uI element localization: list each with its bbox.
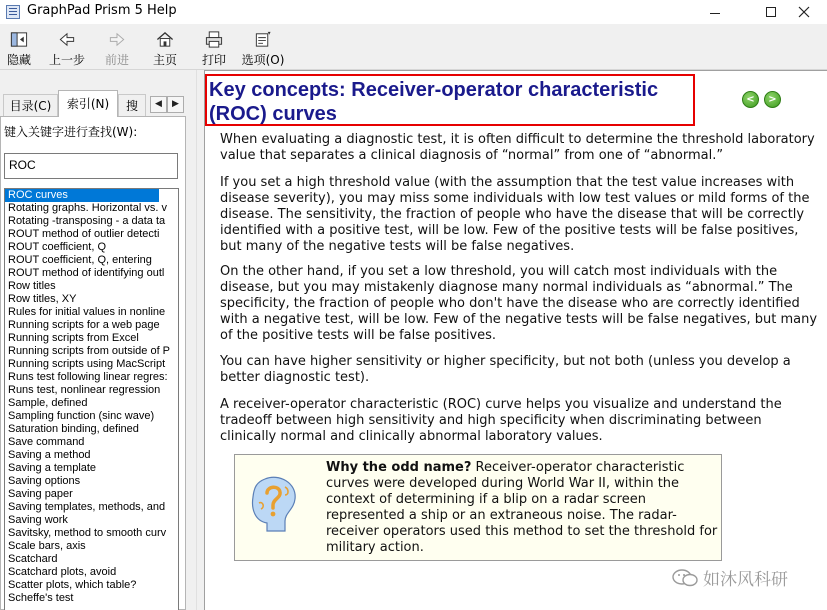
index-list-item[interactable]: Running scripts for a web page <box>8 319 160 331</box>
topic-content-pane <box>204 70 827 610</box>
index-list-item[interactable]: Running scripts using MacScript <box>8 358 166 370</box>
index-list-item[interactable]: ROUT coefficient, Q, entering <box>8 254 152 266</box>
index-list-item[interactable]: Savitsky, method to smooth curv <box>8 527 167 539</box>
index-list-item[interactable]: Saving a template <box>8 462 97 474</box>
paragraph: A receiver-operator characteristic (ROC) curve helps you visualize and understand the tradeoff between high sensitivity and high specificity when discriminating between clinically normal and clinically abnormal laboratory values. <box>220 397 782 444</box>
options-label: 选项(O) <box>241 53 285 67</box>
back-arrow-icon <box>57 30 77 49</box>
index-list-item[interactable]: Scatchard plots, avoid <box>8 566 117 578</box>
paragraph: You can have higher sensitivity or higher specificity, but not both (unless you develop a better diagnostic test). <box>220 354 791 385</box>
back-label: 上一步 <box>48 53 85 67</box>
index-list-item[interactable]: Row titles <box>8 280 56 292</box>
hide-label: 隐藏 <box>6 53 31 67</box>
home-label: 主页 <box>152 53 177 67</box>
index-list-item[interactable]: Runs test following linear regres: <box>8 371 168 383</box>
index-list-item[interactable]: Scale bars, axis <box>8 540 86 552</box>
window-title: GraphPad Prism 5 Help <box>27 3 177 18</box>
index-list-item[interactable]: Save command <box>8 436 85 448</box>
index-list-item[interactable]: Saving templates, methods, and <box>8 501 166 513</box>
hide-button[interactable] <box>4 30 34 68</box>
help-app-icon <box>6 5 20 19</box>
index-list-item[interactable]: Saving options <box>8 475 81 487</box>
note-text <box>326 460 718 556</box>
index-list-item[interactable]: Saturation binding, defined <box>8 423 139 435</box>
paragraph: On the other hand, if you set a low threshold, you will catch most individuals with the disease, but you may mistakenly diagnose many normal individuals as “abnormal.” The specificity, the fraction of people who don't have the disease who are correctly identified with a negative test, will be low. Few of the negative tests will be false negatives, but many of the positive tests will be false positives. <box>220 264 818 343</box>
heading-highlight-box <box>205 74 695 126</box>
index-list-item[interactable]: Saving work <box>8 514 68 526</box>
index-list-item[interactable]: Saving paper <box>8 488 73 500</box>
index-keyword-list[interactable] <box>4 188 179 610</box>
toolbar <box>0 24 827 70</box>
watermark <box>671 565 788 590</box>
navigation-pane <box>0 70 196 610</box>
index-list-item[interactable]: Scatchard <box>8 553 58 565</box>
tab-scroll-right-button[interactable]: ▶ <box>167 96 184 113</box>
index-list-item[interactable]: Rotating -transposing - a data ta <box>8 215 166 227</box>
index-list-item[interactable]: Runs test, nonlinear regression <box>8 384 161 396</box>
home-icon <box>155 30 175 49</box>
index-list-item[interactable]: ROUT coefficient, Q <box>8 241 107 253</box>
options-icon <box>253 30 273 49</box>
watermark-text: 如沐风科研 <box>703 570 788 590</box>
pane-splitter[interactable] <box>196 70 204 610</box>
next-topic-button[interactable]: > <box>764 91 781 108</box>
previous-topic-button[interactable]: < <box>742 91 759 108</box>
maximize-icon <box>766 7 776 17</box>
minimize-icon <box>710 13 720 14</box>
options-button[interactable] <box>240 30 286 68</box>
topic-heading: Key concepts: Receiver-operator characteristic (ROC) curves <box>209 79 659 125</box>
forward-button[interactable] <box>100 30 134 68</box>
keyword-label: 键入关键字进行查找(W): <box>4 125 138 139</box>
index-list-item[interactable]: Rules for initial values in nonline <box>8 306 166 318</box>
home-button[interactable] <box>148 30 182 68</box>
tab-contents[interactable]: 目录(C) <box>3 94 58 116</box>
close-button[interactable] <box>781 0 827 24</box>
index-list-item[interactable]: Running scripts from Excel <box>8 332 139 344</box>
tab-scroll-left-button[interactable]: ◀ <box>150 96 167 113</box>
note-body: Receiver-operator characteristic curves were developed during World War II, within the context of determining if a blip on a radar screen represented a ship or an extraneous noise. The radar-receiver operators used this method to set the threshold for military action. <box>326 460 718 555</box>
question-mark-head-icon <box>245 473 301 535</box>
index-list-item[interactable]: Scatter plots, which table? <box>8 579 137 591</box>
index-tab-panel <box>0 116 186 610</box>
index-list-item[interactable]: Running scripts from outside of P <box>8 345 171 357</box>
forward-arrow-icon <box>107 30 127 49</box>
note-box <box>234 454 722 561</box>
title-bar <box>0 0 827 24</box>
hide-pane-icon <box>9 30 29 49</box>
print-button[interactable] <box>199 30 229 68</box>
tab-search[interactable]: 搜 <box>118 94 146 116</box>
index-list-item[interactable]: Row titles, XY <box>8 293 77 305</box>
index-list-item[interactable]: Rotating graphs. Horizontal vs. v <box>8 202 167 214</box>
wechat-icon <box>671 568 699 588</box>
printer-icon <box>204 30 224 49</box>
index-list-item[interactable]: Saving a method <box>8 449 91 461</box>
tab-index[interactable]: 索引(N) <box>58 90 118 117</box>
keyword-search-input[interactable]: ROC <box>4 153 178 179</box>
index-list-item[interactable]: ROC curves <box>5 189 159 202</box>
minimize-button[interactable] <box>692 0 738 24</box>
note-title: Why the odd name? <box>326 460 472 475</box>
index-list-item[interactable]: ROUT method of identifying outl <box>8 267 165 279</box>
close-icon <box>798 6 810 18</box>
index-list-item[interactable]: ROUT method of outlier detecti <box>8 228 160 240</box>
paragraph: When evaluating a diagnostic test, it is often difficult to determine the threshold laboratory value that separates a clinical diagnosis of “normal” from one of “abnormal.” <box>220 132 815 163</box>
index-list-item[interactable]: Scheffe's test <box>8 592 74 604</box>
index-list-item[interactable]: Sampling function (sinc wave) <box>8 410 155 422</box>
print-label: 打印 <box>201 53 226 67</box>
paragraph: If you set a high threshold value (with the assumption that the test value increases with disease severity), you may miss some individuals with low test values or mild forms of the disease. The sensitivity, the fraction of people who have the disease that will be correctly identified with a positive test, will be low. Few of the positive tests will be false positives, but many of the negative tests will be false negatives. <box>220 175 810 254</box>
back-button[interactable] <box>48 30 86 68</box>
forward-label: 前进 <box>104 53 129 67</box>
index-list-item[interactable]: Sample, defined <box>8 397 88 409</box>
